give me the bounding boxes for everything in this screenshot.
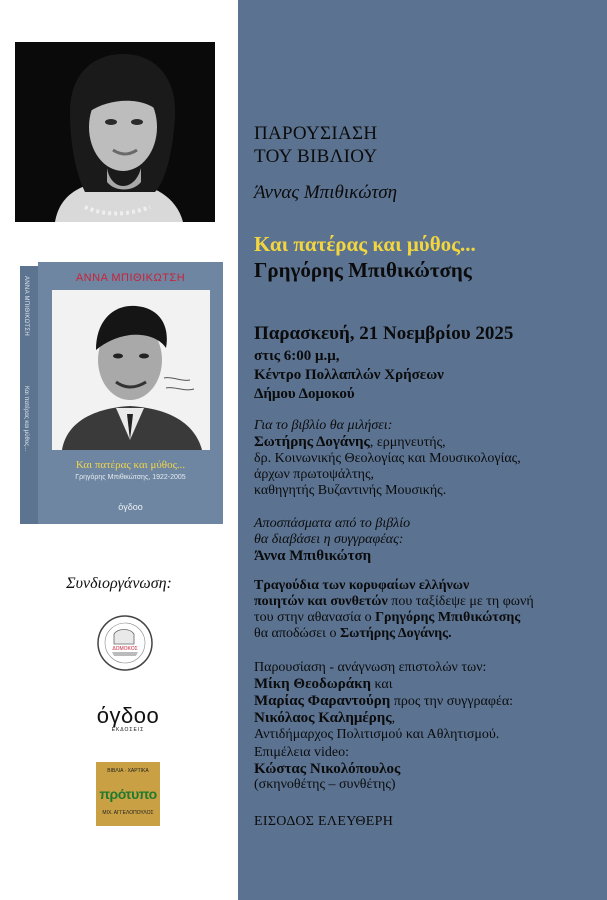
cosponsor-label: Συνδιοργάνωση: — [66, 575, 172, 592]
event-venue-2: Δήμου Δομοκού — [254, 386, 355, 402]
protypo-logo-top: ΒΙΒΛΙΑ · ΧΑΡΤΙΚΑ — [107, 768, 149, 774]
protypo-logo-word: πρότυπο — [99, 786, 157, 802]
ogdoo-logo-word: όγδοο — [96, 703, 160, 728]
letters-line-2 — [254, 676, 604, 693]
author-portrait-image — [15, 42, 215, 222]
songs-performer-name: Σωτήρης Δογάνης. — [339, 626, 452, 641]
free-entry-notice: ΕΙΣΟΔΟΣ ΕΛΕΥΘΕΡΗ — [254, 814, 394, 829]
excerpts-section — [254, 516, 604, 564]
excerpts-line-1: Αποσπάσματα από το βιβλίο — [254, 516, 411, 531]
left-panel — [0, 0, 238, 900]
video-section — [254, 745, 604, 793]
letters-name-3: Νικόλαος Καλημέρης — [254, 710, 392, 726]
letters-name-2: Μαρίας Φαραντούρη — [254, 693, 391, 709]
ogdoo-logo-small: ΕΚΔΟΣΕΙΣ — [111, 727, 145, 733]
letters-comma: , — [391, 711, 396, 726]
author-name: Άννας Μπιθικώτση — [254, 182, 398, 203]
right-panel — [238, 0, 607, 900]
book-front-cover — [38, 262, 223, 524]
ogdoo-publisher-logo — [88, 705, 168, 733]
songs-text-4: θα αποδώσει ο — [254, 626, 340, 641]
speaker-name: Σωτήρης Δογάνης — [254, 434, 370, 450]
letters-line-3 — [254, 693, 604, 710]
heading-line-2: ΤΟΥ ΒΙΒΛΙΟΥ — [254, 146, 378, 167]
speaker-role-3: άρχων πρωτοψάλτης, — [254, 467, 375, 482]
event-venue-1: Κέντρο Πολλαπλών Χρήσεων — [254, 367, 444, 383]
heading-line-1: ΠΑΡΟΥΣΙΑΣΗ — [254, 123, 378, 144]
songs-line-2 — [254, 594, 604, 610]
songs-bold-2: ποιητών και συνθετών — [254, 594, 388, 609]
event-time: στις 6:00 μ.μ, — [254, 348, 340, 364]
excerpts-line-2: θα διαβάσει η συγγραφέας: — [254, 532, 404, 547]
video-role: (σκηνοθέτης – συνθέτης) — [254, 777, 396, 792]
book-spine-author: ΑΝΝΑ ΜΠΙΘΙΚΩΤΣΗ — [23, 276, 29, 337]
book-cover-title: Και πατέρας και μύθος... — [75, 459, 186, 471]
songs-text-3: του στην αθανασία ο — [254, 610, 376, 625]
speaker-role-2: δρ. Κοινωνικής Θεολογίας και Μουσικολογίας, — [254, 451, 521, 466]
songs-line-4 — [254, 626, 604, 642]
songs-section — [254, 578, 604, 642]
protypo-bookstore-logo — [96, 762, 160, 826]
event-date: Παρασκευή, 21 Νοεμβρίου 2025 — [254, 323, 514, 344]
speaker-section — [254, 418, 604, 499]
book-cover-image — [20, 262, 223, 524]
excerpts-name: Άννα Μπιθικώτση — [254, 548, 372, 564]
book-cover-photo — [52, 290, 210, 450]
video-label: Επιμέλεια video: — [254, 745, 350, 760]
letters-role: Αντιδήμαρχος Πολιτισμού και Αθλητισμού. — [254, 727, 500, 742]
letters-rest: προς την συγγραφέα: — [390, 694, 514, 709]
letters-and: και — [370, 677, 393, 692]
songs-line-3 — [254, 610, 604, 626]
letters-section — [254, 660, 604, 743]
svg-text:ΔΟΜΟΚΟΣ: ΔΟΜΟΚΟΣ — [112, 646, 138, 652]
letters-line-4 — [254, 710, 604, 727]
book-cover-author: ΑΝΝΑ ΜΠΙΘΙΚΩΤΣΗ — [75, 272, 186, 284]
letters-line-1: Παρουσίαση - ανάγνωση επιστολών των: — [254, 660, 487, 675]
songs-line-1: Τραγούδια των κορυφαίων ελλήνων — [254, 578, 470, 593]
video-name: Κώστας Νικολόπουλος — [254, 761, 401, 777]
event-time-venue — [254, 347, 604, 404]
event-heading — [254, 122, 604, 168]
book-spine-title: Και πατέρας και μύθος... — [23, 386, 29, 452]
book-subject-name: Γρηγόρης Μπιθικώτσης — [254, 258, 472, 282]
speaker-role-4: καθηγητής Βυζαντινής Μουσικής. — [254, 483, 447, 498]
letters-name-1: Μίκη Θεοδωράκη — [254, 676, 371, 692]
book-spine — [20, 266, 38, 524]
speaker-intro: Για το βιβλίο θα μιλήσει: — [254, 418, 393, 433]
book-title: Και πατέρας και μύθος... — [254, 232, 476, 256]
book-cover-publisher: όγδοο — [118, 502, 143, 512]
book-cover-subtitle: Γρηγόρης Μπιθικώτσης, 1922-2005 — [75, 474, 186, 481]
songs-rest-1: που ταξίδεψε με τη φωνή — [387, 594, 534, 609]
protypo-logo-bottom: ΜΙΧ. ΑΓΓΕΛΟΠΟΥΛΟΣ — [102, 810, 154, 816]
speaker-role-1: , ερμηνευτής, — [369, 435, 446, 450]
songs-singer-name: Γρηγόρης Μπιθικώτσης — [375, 610, 521, 625]
speaker-line — [254, 434, 604, 451]
dimos-domokou-logo — [96, 614, 154, 672]
